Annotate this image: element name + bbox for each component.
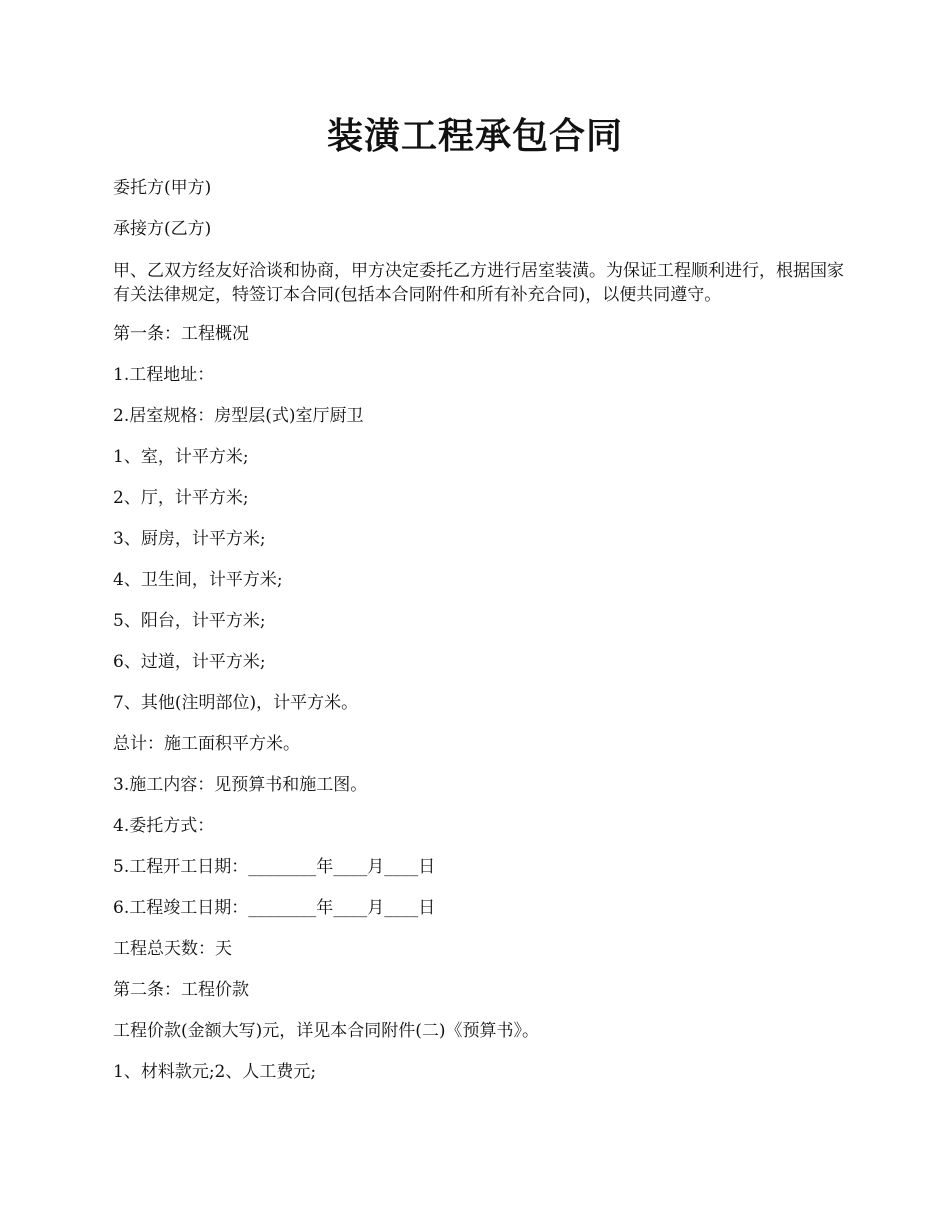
paragraph-preamble: 甲、乙双方经友好洽谈和协商，甲方决定委托乙方进行居室装潢。为保证工程顺利进行，根据国家有关法律规定，特签订本合同(包括本合同附件和所有补充合同)，以便共同遵守。 (113, 261, 844, 305)
paragraph-total-days: 工程总天数：天 (113, 939, 232, 959)
paragraph-end-date: 6.工程竣工日期：________年____月____日 (113, 898, 436, 918)
document-body (113, 177, 853, 1102)
paragraph-price: 工程价款(金额大写)元，详见本合同附件(二)《预算书》。 (113, 1021, 540, 1041)
paragraph-spec: 2.居室规格：房型层(式)室厅厨卫 (113, 406, 364, 426)
section-heading-2: 第二条：工程价款 (113, 980, 249, 1000)
list-item: 6、过道，计平方米; (113, 652, 266, 672)
document-title: 装潢工程承包合同 (326, 115, 623, 157)
paragraph-price-breakdown: 1、材料款元;2、人工费元; (113, 1062, 317, 1082)
paragraph-content: 3.施工内容：见预算书和施工图。 (113, 775, 368, 795)
paragraph-contractor: 承接方(乙方) (113, 219, 212, 239)
list-item: 3、厨房，计平方米; (113, 529, 266, 549)
paragraph-address: 1.工程地址： (113, 365, 215, 385)
paragraph-start-date: 5.工程开工日期：________年____月____日 (113, 857, 436, 877)
paragraph-client: 委托方(甲方) (113, 178, 212, 198)
list-item: 7、其他(注明部位)，计平方米。 (113, 693, 359, 713)
list-item: 1、室，计平方米; (113, 447, 249, 467)
section-heading-1: 第一条：工程概况 (113, 324, 249, 344)
list-item: 2、厅，计平方米; (113, 488, 249, 508)
paragraph-method: 4.委托方式： (113, 816, 215, 836)
list-item: 4、卫生间，计平方米; (113, 570, 283, 590)
list-item: 5、阳台，计平方米; (113, 611, 266, 631)
paragraph-total-area: 总计：施工面积平方米。 (113, 734, 300, 754)
